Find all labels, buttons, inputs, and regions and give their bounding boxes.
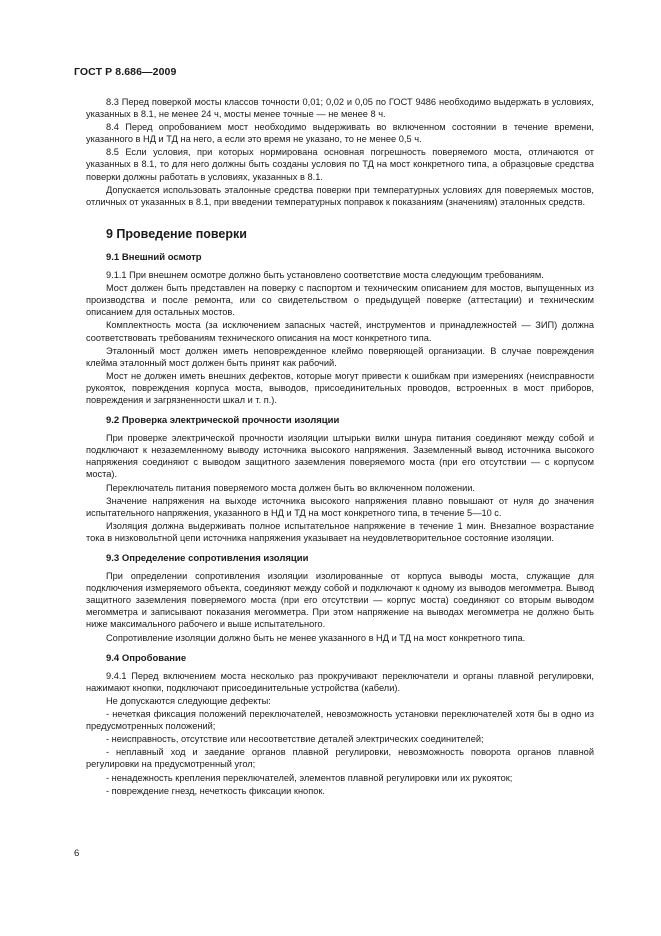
paragraph-9-2-switch: Переключатель питания поверяемого моста должен быть во включенном положении. <box>106 482 475 493</box>
paragraph-8-4: 8.4 Перед опробованием мост необходимо выдерживать во включенном состоянии в течение времени, указанного в НД и ТД на него, а если это время не указано, то не менее 0,5 ч. <box>86 122 594 145</box>
subsection-9-4-heading: 9.4 Опробование <box>106 652 187 664</box>
paragraph-9-2-insulation: Изоляция должна выдерживать полное испытательное напряжение в течение 1 мин. Внезапное возрастание тока в низковольтной цепи источника напряжения указывает на неудовлетворительное состояние изоляции. <box>86 520 594 543</box>
defect-list-item: - повреждение гнезд, нечеткость фиксации кнопок. <box>106 785 325 796</box>
paragraph-9-1-seal: Эталонный мост должен иметь неповрежденное клеймо поверяющей организации. В случае повреждения клейма эталонный мост должен быть принят как рабочий. <box>86 345 594 368</box>
subsection-9-2-heading: 9.2 Проверка электрической прочности изоляции <box>106 415 340 427</box>
document-header: ГОСТ Р 8.686—2009 <box>74 66 177 78</box>
paragraph-9-3-requirement: Сопротивление изоляции должно быть не менее указанного в НД и ТД на мост конкретного типа. <box>106 632 526 643</box>
paragraph-9-3-procedure: При определении сопротивления изоляции изолированные от корпуса выводы моста, служащие для подключения измеряемого объекта, соединяют между собой и подключают к одному из выводов мегомметра. Вывод защитного заземления поверяемого моста (при его отсутствии — корпус моста) соединяют со вторым выводом мегомметра и записывают показания мегомметра. При этом напряжение на выводах мегомметра не должно быть ниже максимального рабочего и выше испытательного. <box>86 571 594 630</box>
paragraph-9-1-completeness: Комплектность моста (за исключением запасных частей, инструментов и принадлежностей — ЗИП) должна соответствовать требованиям технического описания на мост конкретного типа. <box>86 320 594 343</box>
subsection-9-1-heading: 9.1 Внешний осмотр <box>106 251 202 263</box>
paragraph-9-1-defects: Мост не должен иметь внешних дефектов, которые могут привести к ошибкам при измерениях (неисправности рукояток, повреждения корпуса моста, выводов, присоединительных проводов, встроенных в мост приборов, повреждения и загрязненности шкал и т. п.). <box>86 370 594 405</box>
defect-list-item: - ненадежность крепления переключателей, элементов плавной регулировки или их рукояток; <box>106 772 513 783</box>
paragraph-8-5-note: Допускается использовать эталонные средства поверки при температурных условиях для поверяемых мостов, отличных от указанных в 8.1, при введении температурных поправок к показаниям (значениям) эталонных средств. <box>86 184 594 207</box>
page-body <box>86 96 594 798</box>
paragraph-8-3: 8.3 Перед поверкой мосты классов точности 0,01; 0,02 и 0,05 по ГОСТ 9486 необходимо выдержать в условиях, указанных в 8.1, не менее 24 ч, мосты менее точные — не менее 8 ч. <box>86 97 594 120</box>
paragraph-9-2-procedure: При проверке электрической прочности изоляции штырьки вилки шнура питания соединяют между собой и подключают к незаземленному выводу источника высокого напряжения. Заземленный вывод источника высокого напряжения соединяют с выводом защитного заземления поверяемого моста (при его отсутствии — с корпусом моста). <box>86 433 594 480</box>
paragraph-9-1-passport: Мост должен быть представлен на поверку с паспортом и техническим описанием для мостов, выпущенных из производства и после ремонта, или со свидетельством о предыдущей поверке (аттестации) и техническим описанием для остальных мостов. <box>86 283 594 318</box>
defect-list-item: - неплавный ход и заедание органов плавной регулировки, невозможность поворота органов плавной регулировки на предусмотренный угол; <box>86 747 594 770</box>
section-9-heading: 9 Проведение поверки <box>106 226 247 241</box>
paragraph-9-1-1: 9.1.1 При внешнем осмотре должно быть установлено соответствие моста следующим требованиям. <box>106 270 544 281</box>
paragraph-9-4-defects-intro: Не допускаются следующие дефекты: <box>106 695 271 706</box>
paragraph-8-5: 8.5 Если условия, при которых нормирована основная погрешность поверяемого моста, отличаются от указанных в 8.1, то для него должны быть созданы условия по ТД на мост конкретного типа, а образцовые средства поверки должны работать в условиях, указанных в 8.1. <box>86 147 594 182</box>
subsection-9-3-heading: 9.3 Определение сопротивления изоляции <box>106 553 309 564</box>
defect-list-item: - нечеткая фиксация положений переключателей, невозможность установки переключателей хотя бы в одно из предусмотренных положений; <box>86 709 594 732</box>
defect-list-item: - неисправность, отсутствие или несоответствие деталей электрических соединителей; <box>106 734 484 745</box>
paragraph-9-4-1: 9.4.1 Перед включением моста несколько раз прокручивают переключатели и органы плавной регулировки, нажимают кнопки, подключают присоединительные устройства (кабели). <box>86 670 594 693</box>
paragraph-9-2-voltage: Значение напряжения на выходе источника высокого напряжения плавно повышают от нуля до значения испытательного напряжения, указанного в НД и ТД на мост конкретного типа, в течение 5—10 с. <box>86 495 594 518</box>
page-number: 6 <box>74 848 80 859</box>
